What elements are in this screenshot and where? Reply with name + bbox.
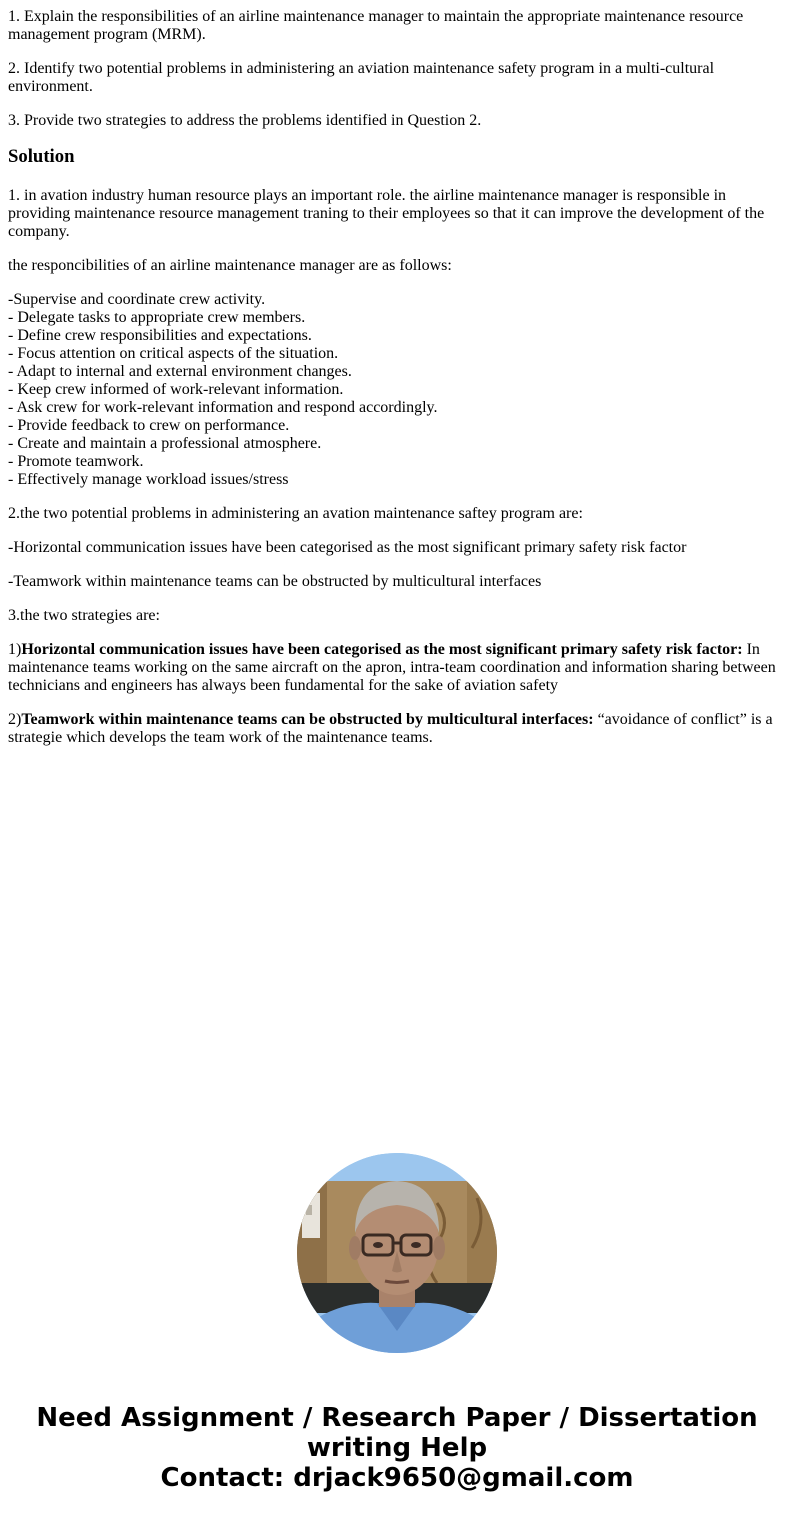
strategy-title: Horizontal communication issues have been categorised as the most significant primary safety risk factor: — [21, 641, 743, 658]
avatar — [297, 1153, 497, 1353]
strategy-text: “avoidance of conflict” is a strategie which develops the team work of the maintenance teams. — [8, 711, 773, 746]
contact-footer — [0, 1403, 794, 1493]
list-item: - Promote teamwork. — [8, 453, 144, 470]
question-2: 2. Identify two potential problems in administering an aviation maintenance safety program in a multi-cultural environment. — [8, 60, 715, 95]
solution-heading: Solution — [8, 146, 75, 167]
problem-2: -Teamwork within maintenance teams can be obstructed by multicultural interfaces — [8, 573, 542, 590]
list-item: - Focus attention on critical aspects of the situation. — [8, 345, 339, 362]
list-item: - Create and maintain a professional atmosphere. — [8, 435, 322, 452]
document-body — [8, 8, 786, 763]
question-1: 1. Explain the responsibilities of an airline maintenance manager to maintain the appropriate maintenance resource management program (MRM). — [8, 8, 744, 43]
strategies-lead: 3.the two strategies are: — [8, 607, 160, 624]
strategy-title: Teamwork within maintenance teams can be obstructed by multicultural interfaces: — [21, 711, 594, 728]
strategy-2 — [8, 711, 786, 747]
problems-lead: 2.the two potential problems in administering an avation maintenance saftey program are: — [8, 505, 583, 522]
question-3: 3. Provide two strategies to address the problems identified in Question 2. — [8, 112, 482, 129]
problem-1: -Horizontal communication issues have been categorised as the most significant primary safety risk factor — [8, 539, 687, 556]
list-item: - Define crew responsibilities and expectations. — [8, 327, 312, 344]
list-item: -Supervise and coordinate crew activity. — [8, 291, 266, 308]
footer-contact-email: Contact: drjack9650@gmail.com — [160, 1463, 634, 1493]
responsibilities-list — [8, 291, 786, 489]
list-item: - Adapt to internal and external environment changes. — [8, 363, 352, 380]
list-item: - Keep crew informed of work-relevant information. — [8, 381, 344, 398]
person-photo-icon — [297, 1153, 497, 1353]
footer-line-1: Need Assignment / Research Paper / Dissertation — [36, 1403, 758, 1433]
footer-line-2: writing Help — [306, 1433, 488, 1463]
list-item: - Provide feedback to crew on performance. — [8, 417, 290, 434]
solution-intro: 1. in avation industry human resource plays an important role. the airline maintenance manager is responsible in providing maintenance resource management traning to their employees so that it can improve the development of the company. — [8, 187, 765, 240]
responsibilities-lead: the responcibilities of an airline maintenance manager are as follows: — [8, 257, 452, 274]
list-item: - Ask crew for work-relevant information and respond accordingly. — [8, 399, 438, 416]
strategy-number: 2) — [8, 711, 22, 728]
strategy-text: In maintenance teams working on the same aircraft on the apron, intra-team coordination and information sharing between technicians and engineers has always been fundamental for the sake of aviation safety — [8, 641, 776, 694]
strategy-number: 1) — [8, 641, 22, 658]
list-item: - Delegate tasks to appropriate crew members. — [8, 309, 306, 326]
strategy-1 — [8, 641, 786, 695]
list-item: - Effectively manage workload issues/stress — [8, 471, 289, 488]
